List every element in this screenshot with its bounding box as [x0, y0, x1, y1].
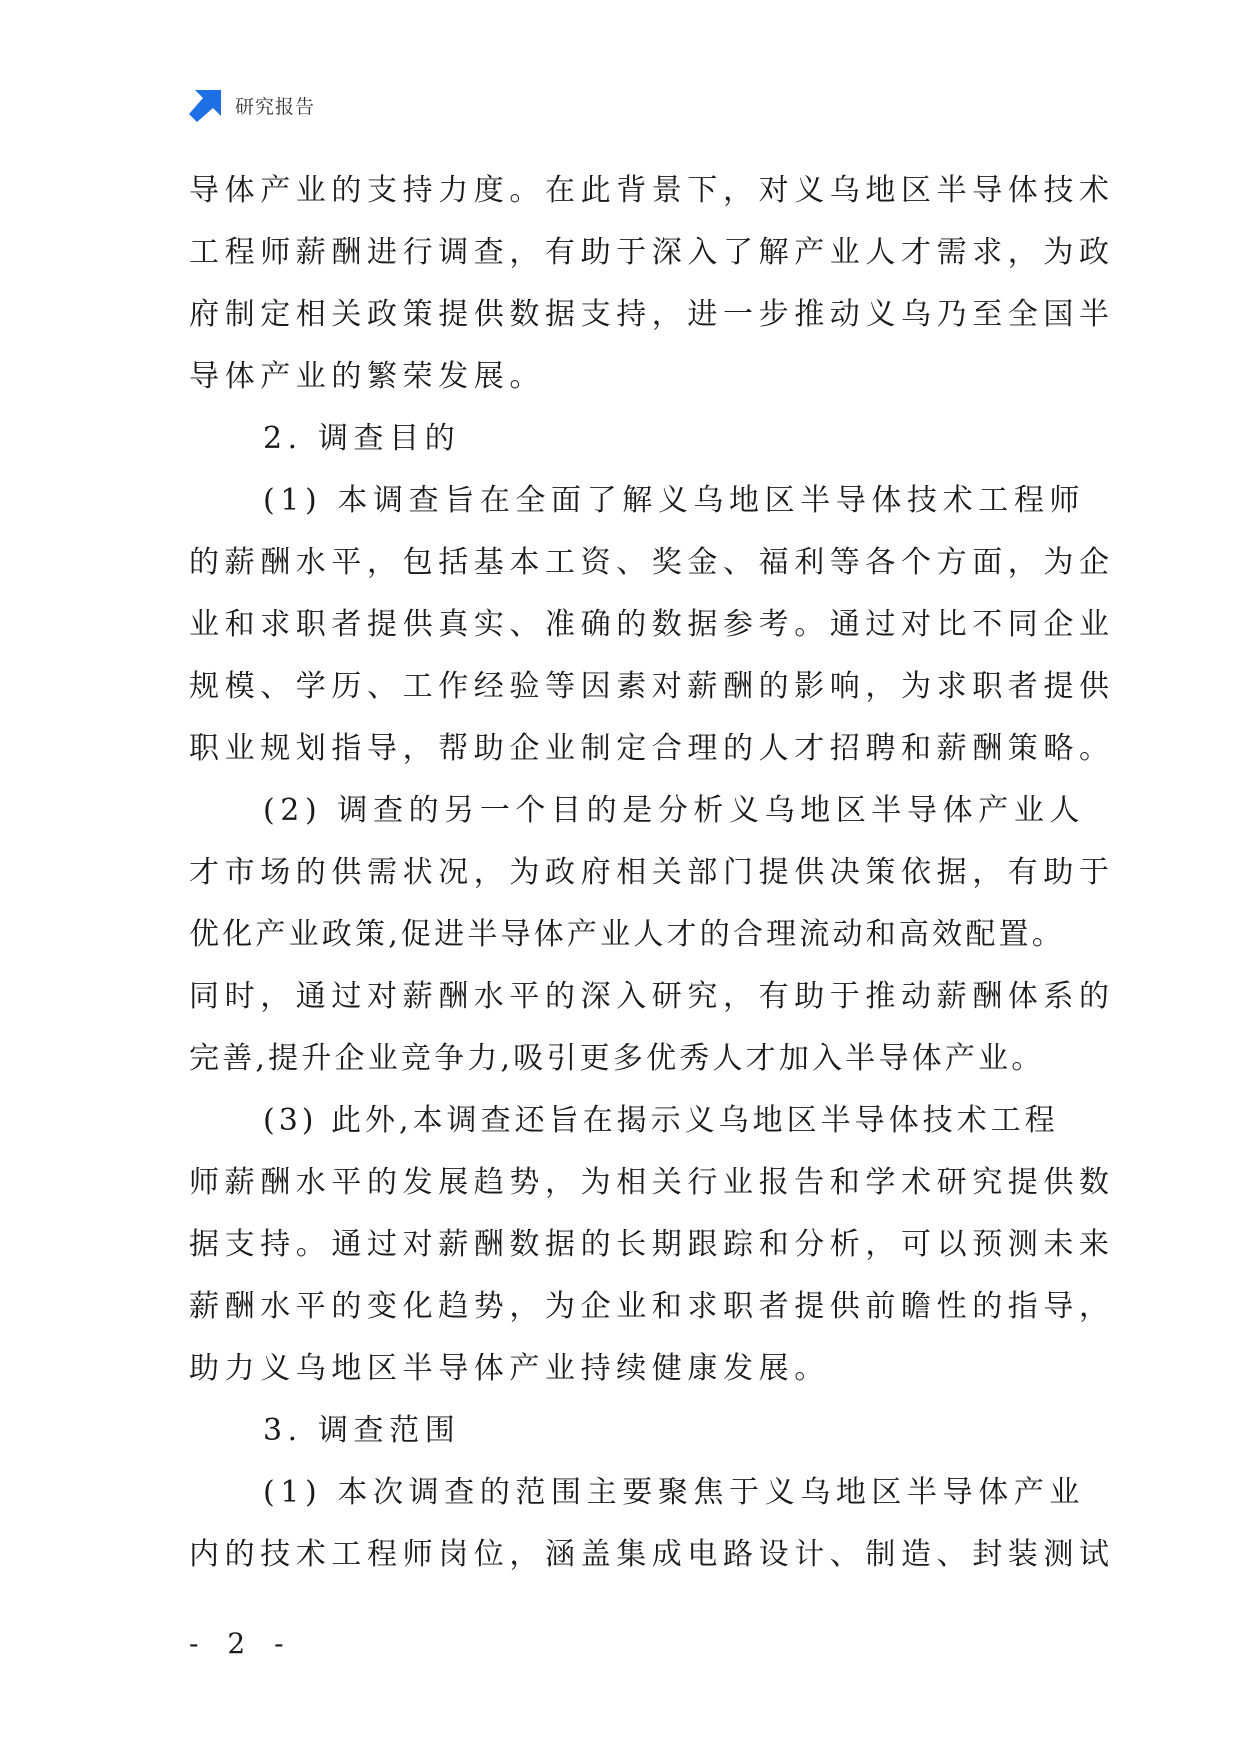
paragraph-line: 职业规划指导，帮助企业制定合理的人才招聘和薪酬策略。 — [189, 731, 1115, 766]
paragraph-line: (1) 本调查旨在全面了解义乌地区半导体技术工程师 — [263, 483, 1086, 518]
paragraph-line: 导体产业的支持力度。在此背景下，对义乌地区半导体技术 — [189, 173, 1115, 208]
paragraph-line: 完善,提升企业竞争力,吸引更多优秀人才加入半导体产业。 — [189, 1041, 1045, 1076]
paragraph-line: 薪酬水平的变化趋势，为企业和求职者提供前瞻性的指导， — [189, 1289, 1115, 1324]
document-body — [189, 160, 1115, 1586]
section-heading: 2. 调查目的 — [263, 421, 461, 456]
paragraph-line: 规模、学历、工作经验等因素对薪酬的影响，为求职者提供 — [189, 669, 1115, 704]
paragraph-line: 助力义乌地区半导体产业持续健康发展。 — [189, 1351, 830, 1386]
paragraph-line: (1) 本次调查的范围主要聚焦于义乌地区半导体产业 — [263, 1475, 1086, 1510]
paragraph-line: 导体产业的繁荣发展。 — [189, 359, 545, 394]
paragraph-line: (2) 调查的另一个目的是分析义乌地区半导体产业人 — [263, 793, 1086, 828]
page-number: - 2 - — [189, 1627, 294, 1660]
paragraph-line: 业和求职者提供真实、准确的数据参考。通过对比不同企业 — [189, 607, 1115, 642]
paragraph-line: 工程师薪酬进行调查，有助于深入了解产业人才需求，为政 — [189, 235, 1115, 270]
paragraph-line: 的薪酬水平，包括基本工资、奖金、福利等各个方面，为企 — [189, 545, 1115, 580]
paragraph-line: 优化产业政策,促进半导体产业人才的合理流动和高效配置。 — [189, 917, 1065, 952]
report-header — [189, 88, 315, 122]
arrow-up-right-icon — [189, 88, 223, 122]
paragraph-line: 内的技术工程师岗位，涵盖集成电路设计、制造、封装测试 — [189, 1537, 1115, 1572]
paragraph-line: 据支持。通过对薪酬数据的长期跟踪和分析，可以预测未来 — [189, 1227, 1115, 1262]
paragraph-line: (3) 此外,本调查还旨在揭示义乌地区半导体技术工程 — [263, 1103, 1059, 1138]
header-title: 研究报告 — [235, 95, 316, 118]
paragraph-line: 同时，通过对薪酬水平的深入研究，有助于推动薪酬体系的 — [189, 979, 1115, 1014]
paragraph-line: 师薪酬水平的发展趋势，为相关行业报告和学术研究提供数 — [189, 1165, 1115, 1200]
paragraph-line: 才市场的供需状况，为政府相关部门提供决策依据，有助于 — [189, 855, 1115, 890]
section-heading: 3. 调查范围 — [263, 1413, 461, 1448]
paragraph-line: 府制定相关政策提供数据支持，进一步推动义乌乃至全国半 — [189, 297, 1115, 332]
